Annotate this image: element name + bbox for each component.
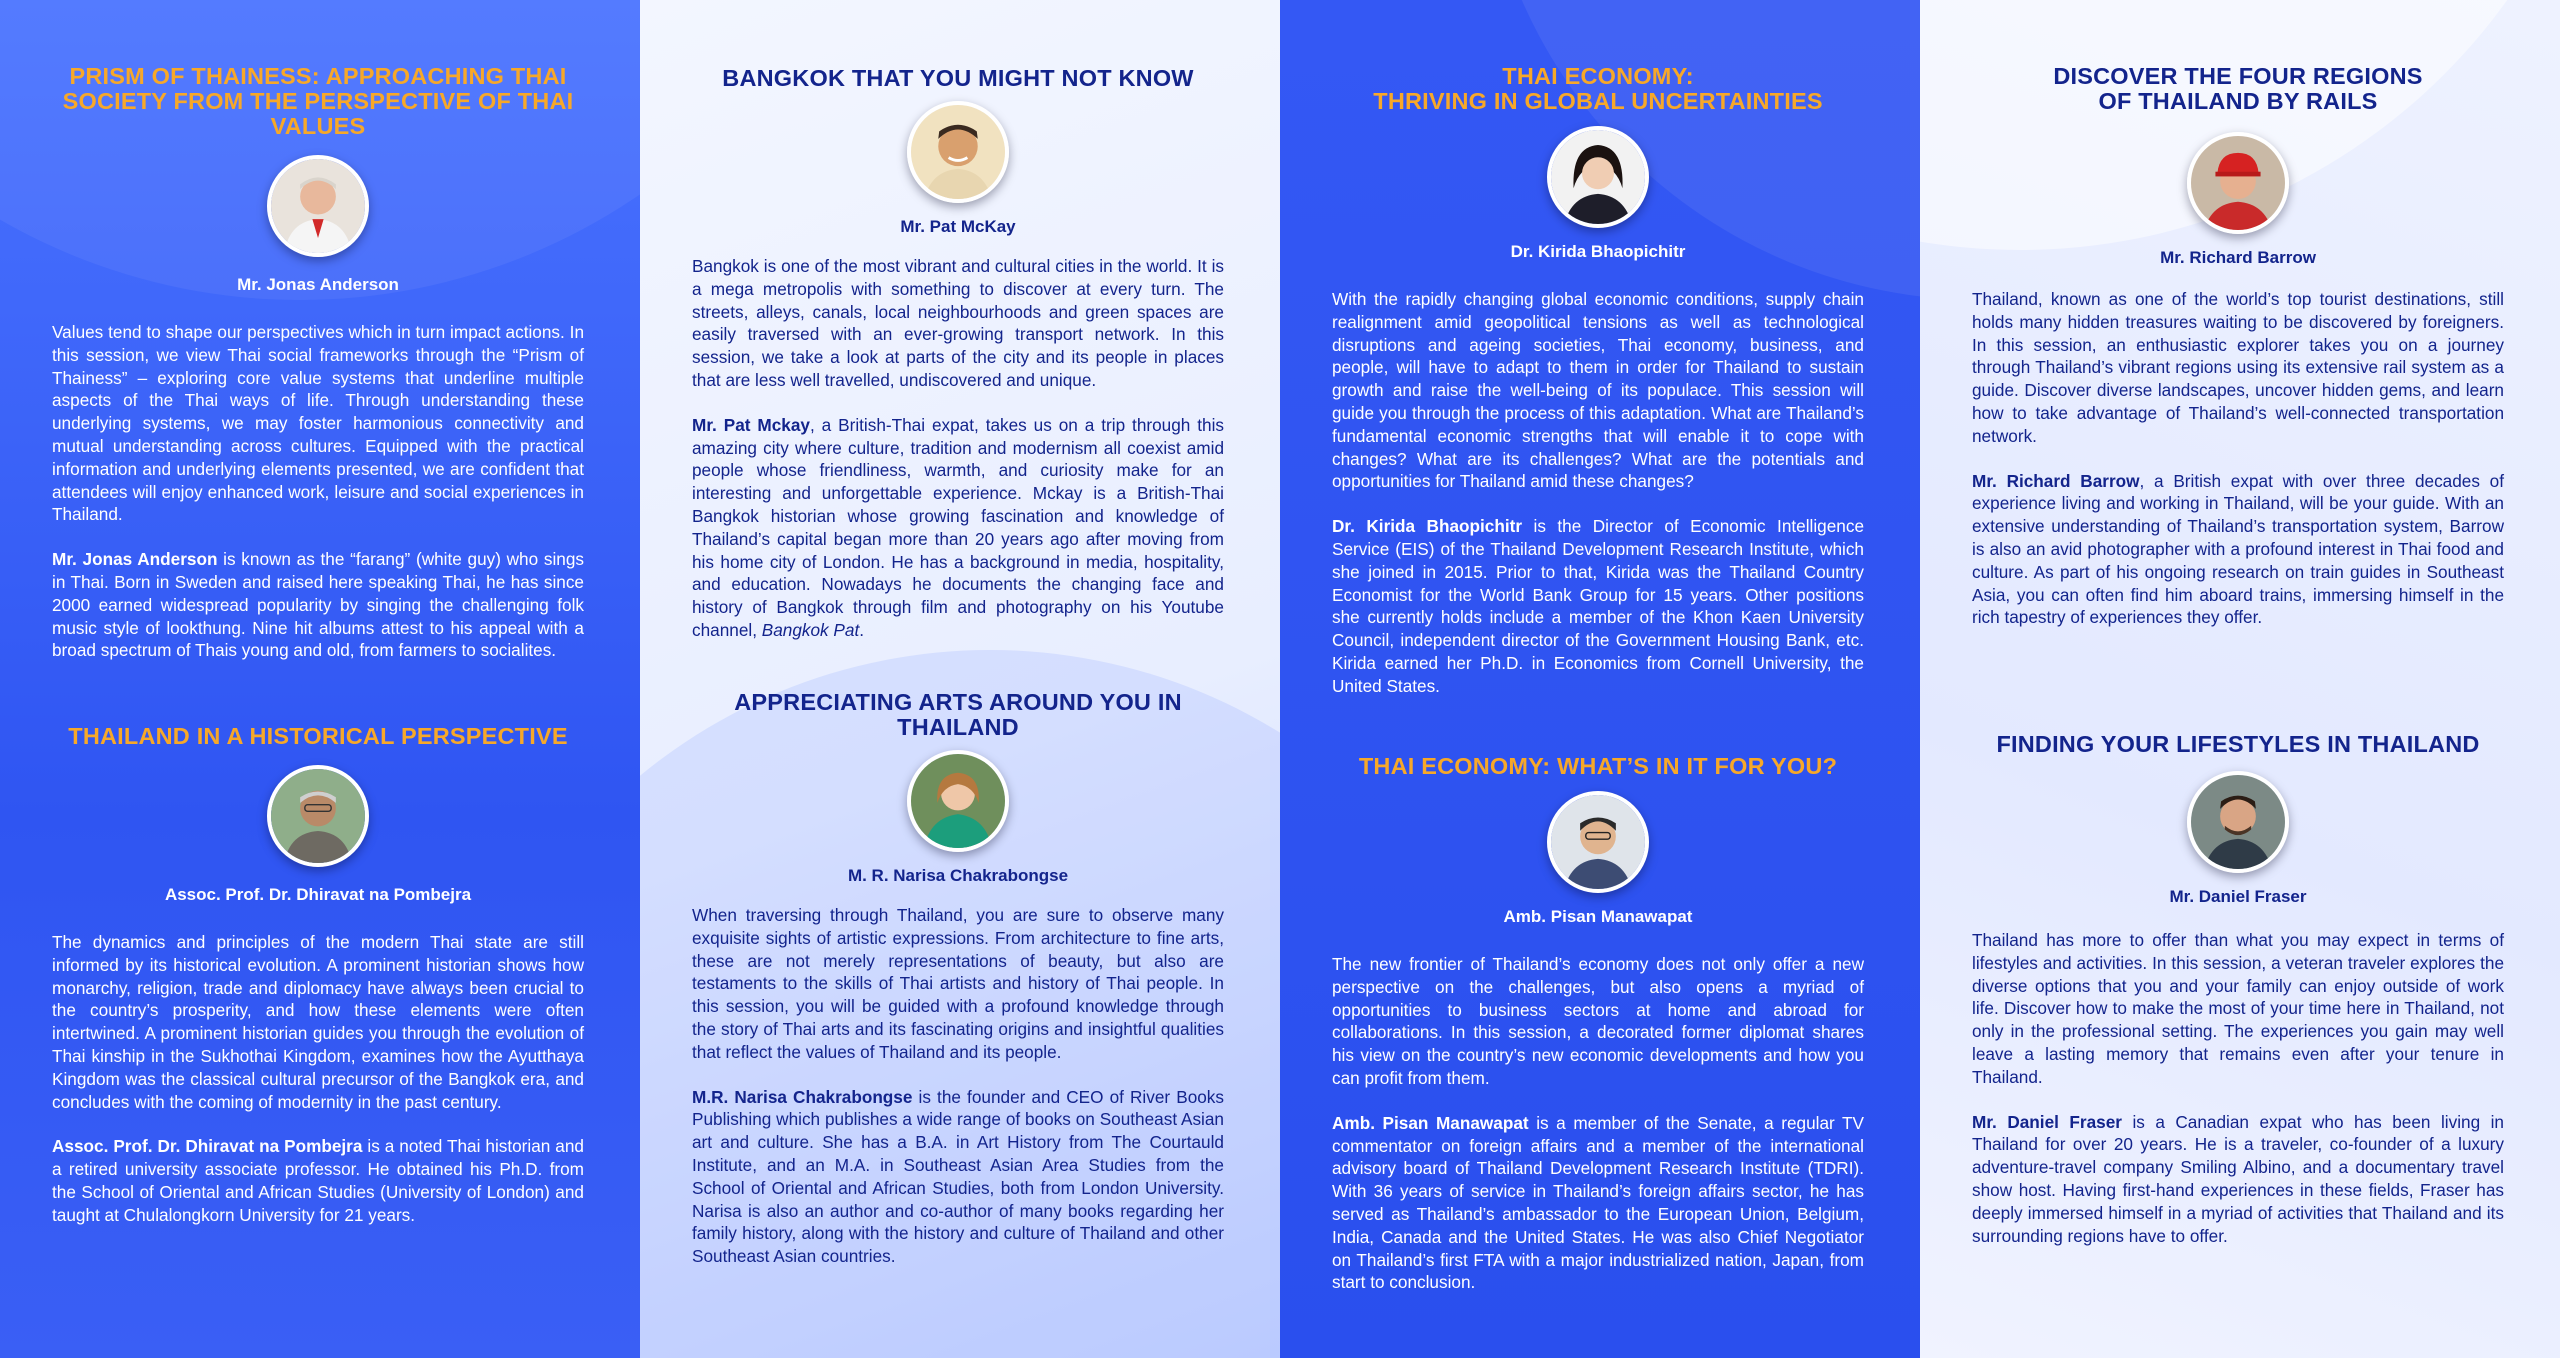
session-description: The dynamics and principles of the modern Thai state are still informed by its historical evolution. A prominent historian shows how monarchy, religion, trade and diplomacy have always been crucial to the country’s prosperity, and how these elements were often intertwined. A prominent historian guides you through the evolution of Thai kinship in the Sukhothai Kingdom, examines how the Ayutthaya Kingdom was the classical cultural precursor of the Bangkok era, and concludes with the coming of modernity in the past century. (52, 932, 584, 1112)
panel-1 (0, 0, 640, 1358)
session-description: Thailand, known as one of the world’s top tourist destinations, still holds many hidden treasures waiting to be discovered by foreigners. In this session, an enthusiastic explorer takes you on a journey through Thailand’s vibrant regions using its extensive rail system as a guide. Discover diverse landscapes, uncover hidden gems, and learn how to take advantage of Thailand’s well-connected transportation network. (1972, 289, 2504, 446)
speaker-bio-text: is the founder and CEO of River Books Publishing which publishes a wide range of books on Southeast Asian art and culture. She has a B.A. in Art History from The Courtauld Institute, and an M.A. in Southeast Asian Area Studies from the School of Oriental and African Studies, both from London University. Narisa is also an author and co-author of many books regarding her family history, along with the history and culture of Thailand and other Southeast Asian countries. (692, 1086, 1224, 1267)
speaker-name: Amb. Pisan Manawapat (1503, 907, 1693, 926)
session-four-regions-by-rails (1972, 64, 2504, 629)
session-description: The new frontier of Thailand’s economy does not only offer a new perspective on the challenges, but also opens a myriad of opportunities to business sectors at home and abroad for collaborations. In this session, a decorated former diplomat shares his view on the country’s new economic developments and how you can profit from them. (1332, 954, 1864, 1088)
speaker-bio-text: is a Canadian expat who has been living in Thailand for over 20 years. He is a traveler, co-founder of a luxury adventure-travel company Smiling Albino, and a documentary travel show host. Having first-hand experiences in these fields, Fraser has deeply immersed himself in a myriad of activities that Thailand and its surrounding regions have to offer. (1972, 1111, 2504, 1246)
session-finding-lifestyles (1972, 732, 2504, 1247)
speaker-bio (1972, 470, 2504, 630)
speaker-bio-name: Mr. Daniel Fraser (1972, 1111, 2122, 1132)
speaker-name: Mr. Pat McKay (900, 217, 1016, 236)
speaker-bio (692, 1086, 1224, 1268)
speaker-name: Mr. Richard Barrow (2160, 248, 2316, 267)
session-title-line-2: OF THAILAND BY RAILS (2098, 88, 2378, 114)
session-title: THAILAND IN A HISTORICAL PERSPECTIVE (68, 723, 568, 749)
speaker-bio (1332, 1112, 1864, 1294)
speaker-photo (2187, 771, 2289, 873)
speaker-name: Dr. Kirida Bhaopichitr (1510, 242, 1686, 261)
speaker-photo (907, 101, 1009, 203)
speaker-name: Assoc. Prof. Dr. Dhiravat na Pombejra (164, 885, 472, 904)
speaker-photo (1547, 126, 1649, 228)
session-description: With the rapidly changing global economic conditions, supply chain realignment amid geopolitical tensions as well as technological disruptions and ageing societies, Thai economy, business, and people, will have to adapt to them in order for Thailand to sustain growth and raise the well-being of its populace. This session will guide you through the process of this adaptation. What are Thailand’s fundamental economic strengths that will enable it to cope with changes? What are its challenges? What are the potentials and opportunities for Thailand amid these changes? (1332, 289, 1864, 492)
speaker-photo (267, 765, 369, 867)
session-description: When traversing through Thailand, you are sure to observe many exquisite sights of artistic expressions. From architecture to fine arts, these are not merely representations of beauty, but also are testaments to the skills of Thai artists and history of Thai people. In this session, you will be guided with a profound knowledge through the story of Thai arts and its fascinating origins and insightful qualities that reflect the values of Thailand and its people. (692, 905, 1224, 1062)
session-description: Bangkok is one of the most vibrant and cultural cities in the world. It is a mega metropolis with something to discover at every turn. The streets, alleys, canals, local neighbourhoods and green spaces are easily traversed with an ever-growing transport network. In this session, we take a look at parts of the city and its people in places that are less well travelled, undiscovered and unique. (692, 256, 1224, 390)
speaker-name: Mr. Daniel Fraser (2169, 887, 2307, 906)
speaker-bio-text: is the Director of Economic Intelligence Service (EIS) of the Thailand Development Research Institute, which she joined in 2015. Prior to that, Kirida was the Thailand Country Economist for the World Bank Group for 15 years. Other positions she currently holds include a member of the Khon Kaen University Council, independent director of the Government Housing Bank, etc. Kirida earned her Ph.D. in Economics from Cornell University, the United States. (1332, 516, 1864, 696)
session-prism-of-thainess (52, 64, 584, 662)
speaker-bio-name: Dr. Kirida Bhaopichitr (1332, 516, 1523, 537)
speaker-bio-name: Mr. Richard Barrow (1972, 470, 2140, 491)
session-title: FINDING YOUR LIFESTYLES IN THAILAND (1996, 731, 2480, 757)
speaker-bio-name: M.R. Narisa Chakrabongse (692, 1086, 913, 1107)
speaker-bio-text: is a member of the Senate, a regular TV commentator on foreign affairs and a member of the international advisory board of Thailand Development Research Institute (TDRI). With 36 years of service in Thailand’s foreign affairs sector, he has served as Thailand’s ambassador to the European Union, Belgium, India, Canada and the United States. He was also Chief Negotiator on Thailand’s first FTA with a major industrialized nation, Japan, from start to conclusion. (1332, 1112, 1864, 1293)
speaker-bio (52, 548, 584, 662)
speaker-bio (1332, 515, 1864, 697)
panel-2 (640, 0, 1280, 1358)
speaker-name: M. R. Narisa Chakrabongse (847, 866, 1069, 885)
session-title-line-1: DISCOVER THE FOUR REGIONS (2053, 63, 2423, 89)
speaker-bio-name: Mr. Jonas Anderson (52, 549, 218, 570)
session-historical-perspective (52, 724, 584, 1227)
session-title: PRISM OF THAINESS: APPROACHING THAI SOCIETY FROM THE PERSPECTIVE OF THAI VALUES (62, 63, 574, 139)
session-title: APPRECIATING ARTS AROUND YOU IN THAILAND (734, 689, 1182, 740)
session-description: Values tend to shape our perspectives which in turn impact actions. In this session, we view Thai social frameworks through the “Prism of Thainess” – exploring core value systems that underline multiple aspects of the Thai ways of life. Through understanding these underlying systems, we may foster harmonious connectivity and mutual understanding across cultures. Equipped with the practical information and underlying elements presented, we are confident that attendees will enjoy enhanced work, leisure and social experiences in Thailand. (52, 322, 584, 525)
panel-4 (1920, 0, 2560, 1358)
session-title (1332, 64, 1864, 114)
session-description: Thailand has more to offer than what you may expect in terms of lifestyles and activities. In this session, a veteran traveler explores the diverse options that you and your family can enjoy outside of work life. Discover how to make the most of your time here in Thailand, not only in the professional setting. The experiences you gain may well leave a lasting memory that remains even after your tenure in Thailand. (1972, 930, 2504, 1087)
speaker-bio-text: , a British expat with over three decades of experience living and working in Thailand, will be your guide. With an extensive understanding of Thailand’s transportation system, Barrow is also an avid photographer with a profound interest in Thai food and culture. As part of his ongoing research on train guides in Southeast Asia, you can often find him aboard trains, immersing himself in the rich tapestry of experiences they offer. (1972, 470, 2505, 628)
session-bangkok (692, 66, 1224, 642)
speaker-photo (1547, 791, 1649, 893)
speaker-bio-name: Assoc. Prof. Dr. Dhiravat na Pombejra (52, 1136, 363, 1157)
speaker-bio-text: is a noted Thai historian and a retired university associate professor. He obtained his Ph.D. from the School of Oriental and African Studies (University of London) and taught at Chulalongkorn University for 21 years. (52, 1136, 584, 1225)
session-title: THAI ECONOMY: WHAT’S IN IT FOR YOU? (1358, 753, 1838, 779)
speaker-photo (2187, 132, 2289, 234)
speaker-name: Mr. Jonas Anderson (237, 275, 399, 294)
session-thai-economy-for-you (1332, 754, 1864, 1294)
speaker-bio-text: , a British-Thai expat, takes us on a trip through this amazing city where culture, tradition and modernism all coexist amid people whose friendliness, warmth, and curiosity make for an interesting and unforgettable experience. Mckay is a British-Thai Bangkok historian whose growing fascination and knowledge of Thailand’s capital began more than 20 years ago after moving from his home city of London. He has a background in media, hospitality, and education. Nowadays he documents the changing face and history of Bangkok through film and photography on his Youtube channel, (692, 414, 1224, 640)
session-title-line-2: THRIVING IN GLOBAL UNCERTAINTIES (1373, 88, 1823, 114)
speaker-bio-end: . (859, 619, 865, 640)
session-thai-economy-thriving (1332, 64, 1864, 698)
session-title: BANGKOK THAT YOU MIGHT NOT KNOW (722, 65, 1194, 91)
speaker-bio-text: is known as the “farang” (white guy) who sings in Thai. Born in Sweden and raised here speaking Thai, he has since 2000 earned widespread popularity by singing the challenging folk music style of lookthung. Nine hit albums attest to his appeal with a broad spectrum of Thais young and old, from farmers to socialites. (52, 549, 584, 661)
session-title (1972, 64, 2504, 114)
session-arts (692, 690, 1224, 1268)
speaker-photo (267, 155, 369, 257)
session-title-line-1: THAI ECONOMY: (1502, 63, 1694, 89)
speaker-bio (52, 1135, 584, 1226)
youtube-channel-name: Bangkok Pat (761, 619, 860, 640)
speaker-bio (1972, 1111, 2504, 1248)
speaker-bio-name: Mr. Pat Mckay (692, 414, 810, 435)
speaker-bio-name: Amb. Pisan Manawapat (1332, 1112, 1529, 1133)
speaker-photo (907, 750, 1009, 852)
panel-3 (1280, 0, 1920, 1358)
speaker-bio (692, 414, 1224, 642)
